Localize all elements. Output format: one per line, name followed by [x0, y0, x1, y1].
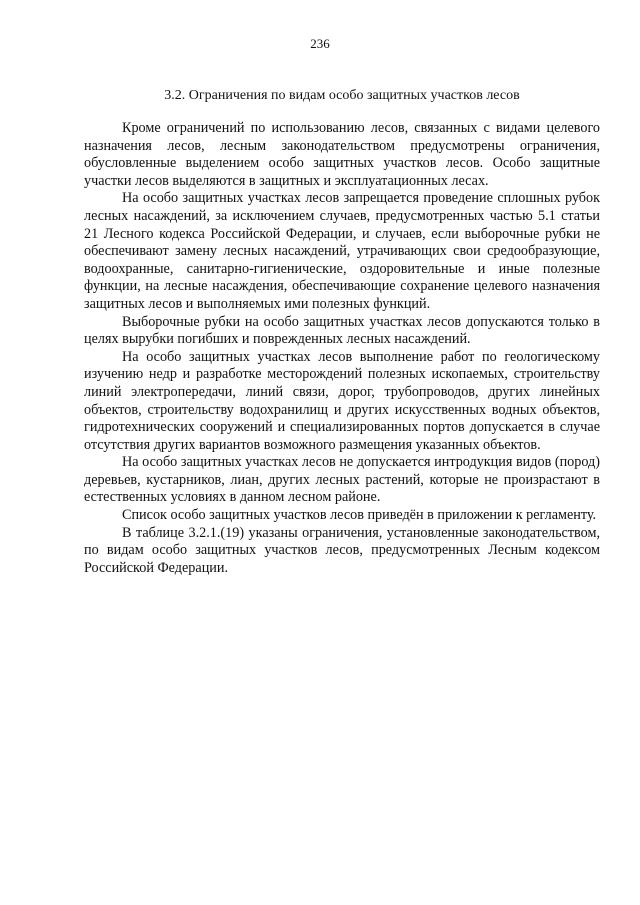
section-title: 3.2. Ограничения по видам особо защитных участков лесов — [164, 88, 520, 103]
paragraph-5: На особо защитных участках лесов не допускается интродукция видов (пород) деревьев, кустарников, лиан, других лесных растений, которые не произрастают в естественных условиях в данном лесном районе. — [84, 454, 600, 506]
paragraph-6: Список особо защитных участков лесов приведён в приложении к регламенту. — [122, 507, 597, 524]
paragraph-1: Кроме ограничений по использованию лесов, связанных с видами целевого назначения лесов, лесным законодательством предусмотрены ограничения, обусловленные выделением особо защитных участков лесов. Особо защитные участки лесов выделяются в защитных и эксплуатационных лесах. — [84, 120, 600, 189]
paragraph-2: На особо защитных участках лесов запрещается проведение сплошных рубок лесных насаждений, за исключением случаев, предусмотренных частью 5.1 статьи 21 Лесного кодекса Российской Федерации, и случаев, если выборочные рубки не обеспечивают замену лесных насаждений, утрачивающих свои средообразующие, водоохранные, санитарно-гигиенические, оздоровительные и иные полезные функции, на лесные насаждения, обеспечивающие сохранение целевого назначения защитных лесов и выполняемых ими полезных функций. — [84, 190, 600, 312]
paragraph-7: В таблице 3.2.1.(19) указаны ограничения, установленные законодательством, по видам особо защитных участков лесов, предусмотренных Лесным кодексом Российской Федерации. — [84, 524, 600, 576]
paragraph-3: Выборочные рубки на особо защитных участках лесов допускаются только в целях вырубки погибших и поврежденных лесных насаждений. — [84, 313, 600, 348]
body-text — [84, 120, 600, 577]
page-number: 236 — [310, 36, 330, 51]
paragraph-4: На особо защитных участках лесов выполнение работ по геологическому изучению недр и разработке месторождений полезных ископаемых, строительству линий электропередачи, линий связи, дорог, трубопроводов, других линейных объектов, строительству водохранилищ и других искусственных водных объектов, гидротехнических сооружений и специализированных портов допускается в случае отсутствия других вариантов возможного размещения указанных объектов. — [84, 348, 600, 453]
